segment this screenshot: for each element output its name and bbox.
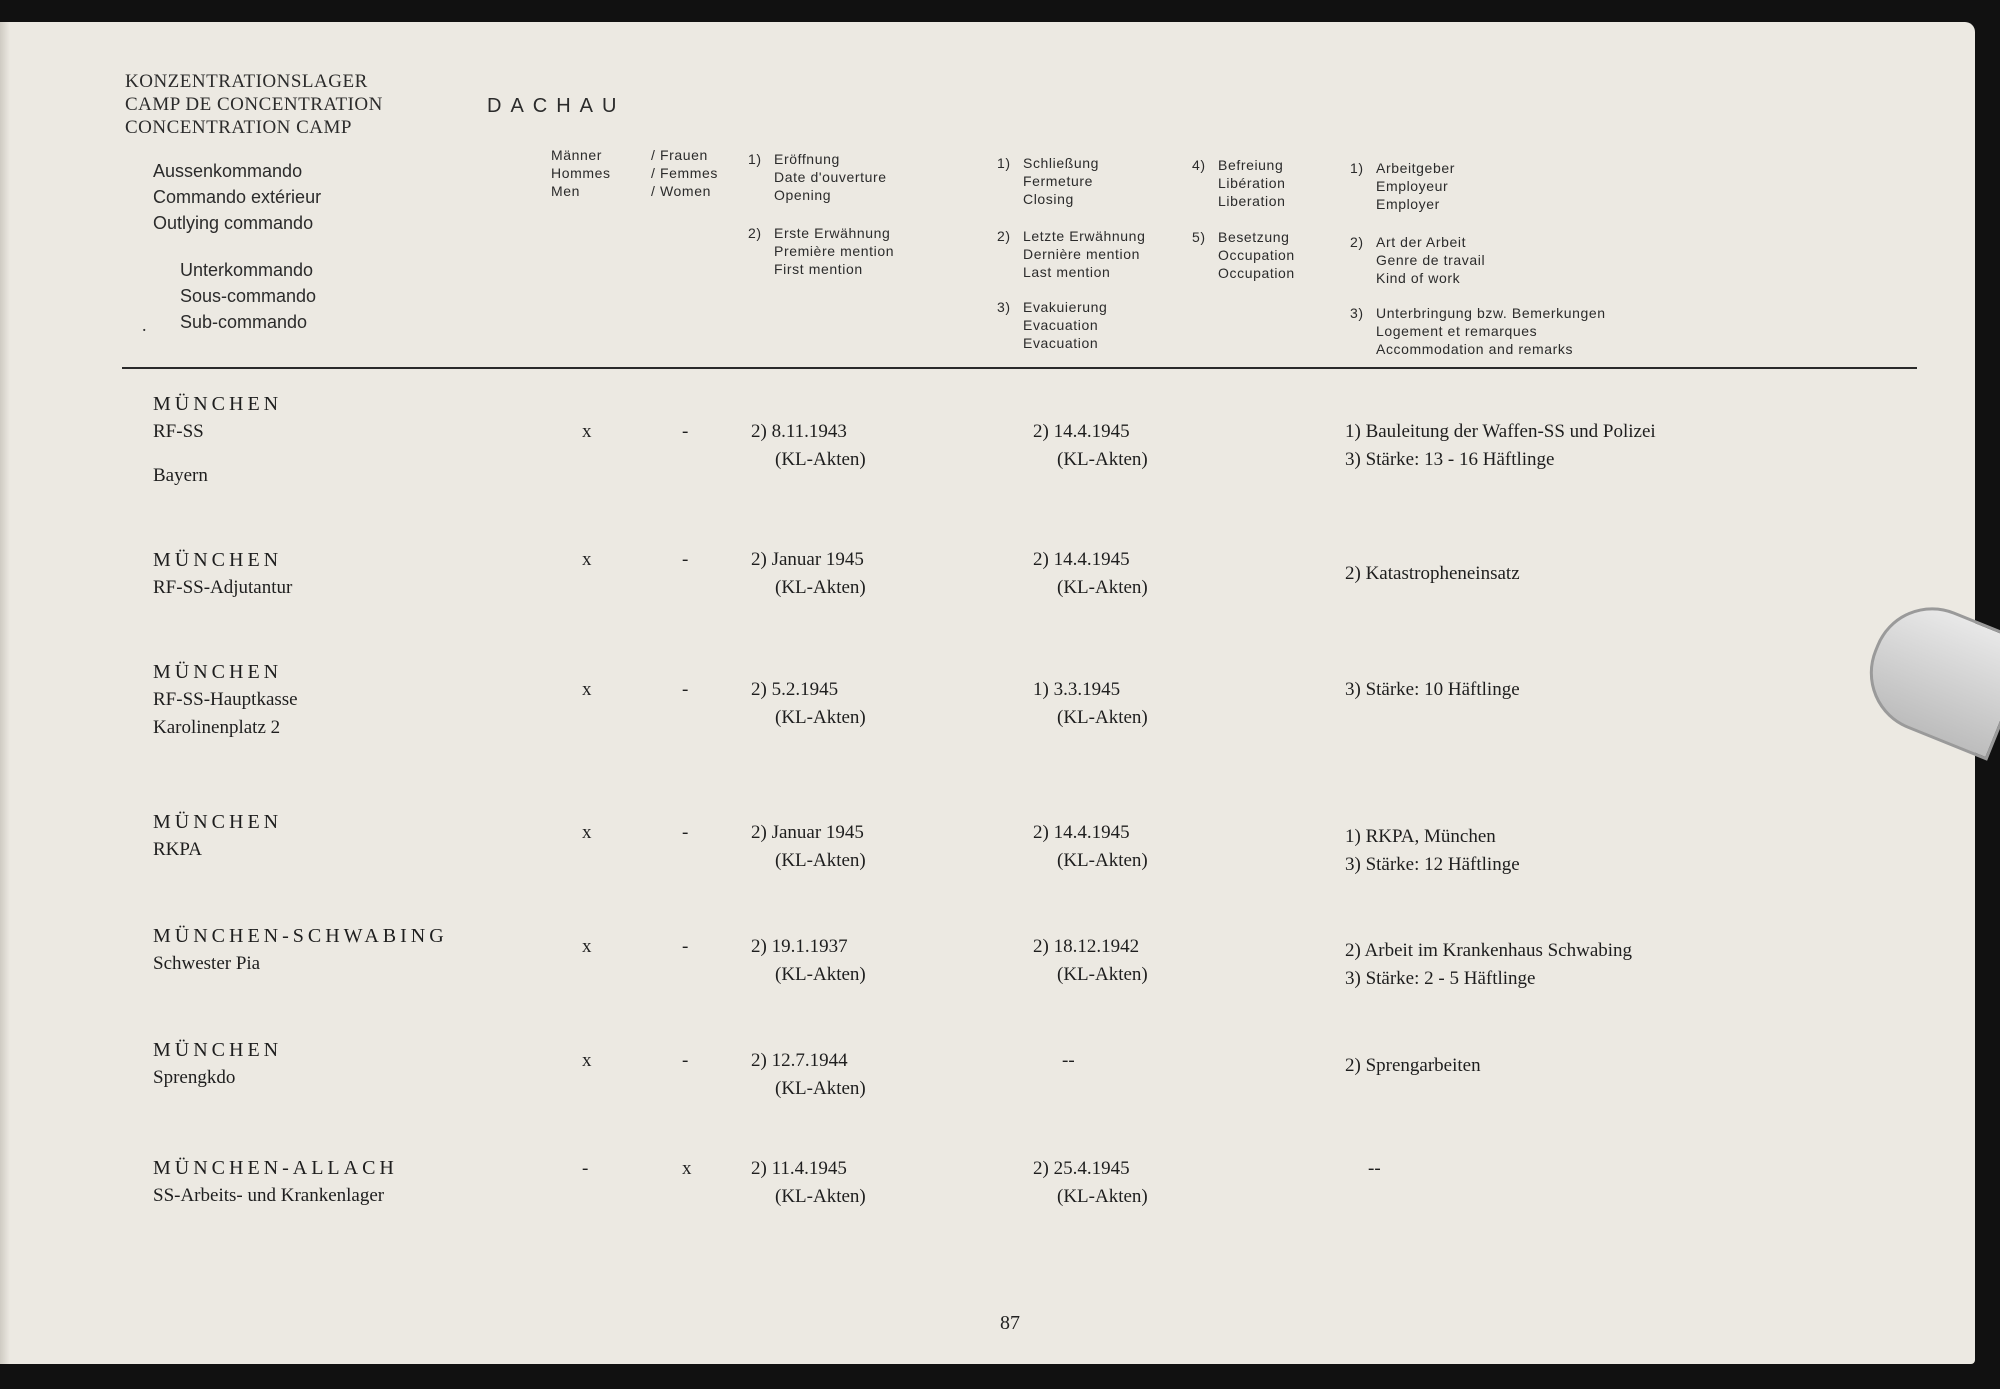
sub-line: Karolinenplatz 2 bbox=[153, 717, 281, 738]
command-label-de: Aussenkommando bbox=[153, 161, 303, 181]
location-name: MÜNCHEN-ALLACH bbox=[153, 1157, 398, 1179]
men-mark: x bbox=[582, 421, 592, 442]
first-mention-column-header bbox=[748, 224, 894, 278]
date-text: 2) 8.11.1943 bbox=[751, 421, 847, 442]
source-text: (KL-Akten) bbox=[775, 707, 866, 728]
bullet-mark: . bbox=[142, 315, 147, 335]
label-last-mention: Last mention bbox=[1023, 264, 1111, 280]
remark-line: 1) RKPA, München bbox=[1345, 826, 1496, 847]
opening-cell bbox=[751, 819, 866, 875]
label-closing: Closing bbox=[1023, 191, 1074, 207]
women-mark: - bbox=[682, 679, 689, 700]
remarks-column-header bbox=[1350, 304, 1606, 358]
remark-line: 3) Stärke: 13 - 16 Häftlinge bbox=[1345, 449, 1555, 470]
num-2: 2) bbox=[997, 228, 1011, 244]
women-mark: - bbox=[682, 936, 689, 957]
date-text: 2) 19.1.1937 bbox=[751, 936, 848, 957]
location-cell bbox=[153, 546, 292, 602]
command-labels bbox=[153, 158, 321, 236]
women-mark: - bbox=[682, 549, 689, 570]
label-kind-of-work: Kind of work bbox=[1376, 270, 1461, 286]
remark-line: 3) Stärke: 2 - 5 Häftlinge bbox=[1345, 968, 1536, 989]
label-evacuation-fr: Evacuation bbox=[1023, 317, 1099, 333]
sub-line: Bayern bbox=[153, 465, 208, 486]
subcommand-label-fr: Sous-commando bbox=[180, 286, 317, 306]
label-letzte-erwaehnung: Letzte Erwähnung bbox=[1023, 228, 1146, 244]
label-women: / Women bbox=[651, 183, 711, 199]
camp-type-labels bbox=[125, 70, 383, 139]
location-cell bbox=[153, 922, 448, 978]
men-mark: x bbox=[582, 549, 592, 570]
label-maenner: Männer bbox=[551, 147, 603, 163]
location-cell bbox=[153, 658, 298, 742]
women-mark: - bbox=[682, 421, 689, 442]
last-mention-column-header bbox=[997, 227, 1145, 281]
liberation-column-header bbox=[1192, 156, 1286, 210]
opening-cell bbox=[751, 933, 866, 989]
num-1: 1) bbox=[1350, 160, 1364, 176]
source-text: (KL-Akten) bbox=[1057, 577, 1148, 598]
sub-line: Sprengkdo bbox=[153, 1067, 236, 1088]
sub-line: RF-SS bbox=[153, 421, 204, 442]
closing-cell bbox=[1033, 676, 1148, 732]
label-schliessung: Schließung bbox=[1023, 155, 1100, 171]
subcommand-labels bbox=[180, 257, 316, 335]
remark-line: 2) Katastropheneinsatz bbox=[1345, 563, 1520, 584]
men-mark: x bbox=[582, 822, 592, 843]
page-spine-shadow bbox=[0, 22, 10, 1364]
location-name: MÜNCHEN bbox=[153, 1039, 283, 1061]
men-mark: - bbox=[582, 1158, 589, 1179]
date-text: 2) 11.4.1945 bbox=[751, 1158, 847, 1179]
occupation-column-header bbox=[1192, 228, 1295, 282]
subcommand-label-de: Unterkommando bbox=[180, 260, 314, 280]
closing-cell bbox=[1033, 819, 1148, 875]
num-2: 2) bbox=[748, 225, 762, 241]
label-employer: Employer bbox=[1376, 196, 1440, 212]
num-5: 5) bbox=[1192, 229, 1206, 245]
source-text: (KL-Akten) bbox=[775, 850, 866, 871]
label-occupation-en: Occupation bbox=[1218, 265, 1295, 281]
location-cell bbox=[153, 808, 282, 864]
date-text: 1) 3.3.1945 bbox=[1033, 679, 1121, 700]
women-mark: - bbox=[682, 822, 689, 843]
date-text: 2) 14.4.1945 bbox=[1033, 421, 1130, 442]
date-text: 2) 12.7.1944 bbox=[751, 1050, 848, 1071]
date-text: 2) Januar 1945 bbox=[751, 549, 864, 570]
remarks-cell bbox=[1368, 1155, 1381, 1183]
men-mark: x bbox=[582, 679, 592, 700]
closing-cell bbox=[1033, 546, 1148, 602]
closing-cell bbox=[1033, 418, 1148, 474]
remarks-cell bbox=[1345, 560, 1520, 588]
num-3: 3) bbox=[1350, 305, 1364, 321]
location-cell bbox=[153, 1154, 398, 1210]
opening-cell bbox=[751, 1155, 866, 1211]
command-label-fr: Commando extérieur bbox=[153, 187, 322, 207]
opening-cell bbox=[751, 676, 866, 732]
location-name: MÜNCHEN-SCHWABING bbox=[153, 925, 448, 947]
work-column-header bbox=[1350, 233, 1485, 287]
camp-label-de: KONZENTRATIONSLAGER bbox=[125, 71, 368, 92]
remark-line: 3) Stärke: 10 Häftlinge bbox=[1345, 679, 1520, 700]
location-name: MÜNCHEN bbox=[153, 393, 283, 415]
sub-line: SS-Arbeits- und Krankenlager bbox=[153, 1185, 385, 1206]
opening-cell bbox=[751, 546, 866, 602]
remark-line: 2) Arbeit im Krankenhaus Schwabing bbox=[1345, 940, 1633, 961]
women-mark: - bbox=[682, 1050, 689, 1071]
date-text: 2) Januar 1945 bbox=[751, 822, 864, 843]
date-text: 2) 25.4.1945 bbox=[1033, 1158, 1130, 1179]
women-mark: x bbox=[682, 1158, 692, 1179]
source-text: (KL-Akten) bbox=[1057, 707, 1148, 728]
date-text: 2) 5.2.1945 bbox=[751, 679, 839, 700]
sub-line bbox=[153, 446, 282, 462]
label-hommes: Hommes bbox=[551, 165, 611, 181]
source-text: (KL-Akten) bbox=[775, 449, 866, 470]
remarks-cell bbox=[1345, 418, 1656, 474]
location-cell bbox=[153, 1036, 282, 1092]
label-befreiung: Befreiung bbox=[1218, 157, 1284, 173]
document-page bbox=[0, 22, 1975, 1364]
location-name: MÜNCHEN bbox=[153, 811, 283, 833]
label-art-der-arbeit: Art der Arbeit bbox=[1376, 234, 1467, 250]
label-unterbringung: Unterbringung bzw. Bemerkungen bbox=[1376, 305, 1606, 321]
label-fermeture: Fermeture bbox=[1023, 173, 1093, 189]
closing-cell bbox=[1033, 1155, 1148, 1211]
sub-line: Schwester Pia bbox=[153, 953, 261, 974]
subcommand-label-en: Sub-commando bbox=[180, 312, 308, 332]
num-3: 3) bbox=[997, 299, 1011, 315]
label-opening: Opening bbox=[774, 187, 832, 203]
label-arbeitgeber: Arbeitgeber bbox=[1376, 160, 1455, 176]
label-occupation-fr: Occupation bbox=[1218, 247, 1295, 263]
date-text: -- bbox=[1062, 1050, 1075, 1071]
gender-column-header bbox=[551, 146, 718, 200]
opening-column-header bbox=[748, 150, 887, 204]
label-premiere-mention: Première mention bbox=[774, 243, 895, 259]
label-liberation-fr: Libération bbox=[1218, 175, 1286, 191]
location-cell bbox=[153, 390, 282, 490]
camp-label-fr: CAMP DE CONCENTRATION bbox=[125, 94, 383, 115]
label-frauen: / Frauen bbox=[651, 147, 708, 163]
label-men: Men bbox=[551, 183, 581, 199]
label-accommodation: Accommodation and remarks bbox=[1376, 341, 1574, 357]
remark-line: 3) Stärke: 12 Häftlinge bbox=[1345, 854, 1520, 875]
source-text: (KL-Akten) bbox=[1057, 449, 1148, 470]
label-erste-erwaehnung: Erste Erwähnung bbox=[774, 225, 891, 241]
opening-cell bbox=[751, 1047, 866, 1103]
remarks-cell bbox=[1345, 676, 1520, 704]
label-first-mention: First mention bbox=[774, 261, 863, 277]
closing-column-header bbox=[997, 154, 1099, 208]
label-derniere-mention: Dernière mention bbox=[1023, 246, 1140, 262]
location-name: MÜNCHEN bbox=[153, 661, 283, 683]
header-divider bbox=[122, 367, 1917, 369]
employer-column-header bbox=[1350, 159, 1455, 213]
camp-label-en: CONCENTRATION CAMP bbox=[125, 117, 352, 138]
source-text: (KL-Akten) bbox=[775, 1186, 866, 1207]
evacuation-column-header bbox=[997, 298, 1107, 352]
label-besetzung: Besetzung bbox=[1218, 229, 1290, 245]
source-text: (KL-Akten) bbox=[775, 964, 866, 985]
label-femmes: / Femmes bbox=[651, 165, 719, 181]
source-text: (KL-Akten) bbox=[775, 1078, 866, 1099]
label-genre-de-travail: Genre de travail bbox=[1376, 252, 1486, 268]
sub-line: RKPA bbox=[153, 839, 202, 860]
date-text: 2) 18.12.1942 bbox=[1033, 936, 1140, 957]
sub-line: RF-SS-Adjutantur bbox=[153, 577, 293, 598]
label-date-ouverture: Date d'ouverture bbox=[774, 169, 887, 185]
sub-line: RF-SS-Hauptkasse bbox=[153, 689, 298, 710]
remarks-cell bbox=[1345, 1052, 1481, 1080]
remarks-cell bbox=[1345, 823, 1520, 879]
remark-line: -- bbox=[1368, 1158, 1381, 1179]
closing-cell bbox=[1062, 1047, 1075, 1075]
label-eroeffnung: Eröffnung bbox=[774, 151, 840, 167]
command-label-en: Outlying commando bbox=[153, 213, 314, 233]
num-4: 4) bbox=[1192, 157, 1206, 173]
num-2: 2) bbox=[1350, 234, 1364, 250]
date-text: 2) 14.4.1945 bbox=[1033, 822, 1130, 843]
source-text: (KL-Akten) bbox=[1057, 1186, 1148, 1207]
pointer-clip bbox=[1852, 589, 2000, 761]
source-text: (KL-Akten) bbox=[1057, 964, 1148, 985]
opening-cell bbox=[751, 418, 866, 474]
source-text: (KL-Akten) bbox=[1057, 850, 1148, 871]
page-number: 87 bbox=[1000, 1312, 1020, 1334]
men-mark: x bbox=[582, 1050, 592, 1071]
num-1: 1) bbox=[748, 151, 762, 167]
label-liberation-en: Liberation bbox=[1218, 193, 1286, 209]
num-1: 1) bbox=[997, 155, 1011, 171]
camp-name: DACHAU bbox=[487, 95, 626, 117]
date-text: 2) 14.4.1945 bbox=[1033, 549, 1130, 570]
source-text: (KL-Akten) bbox=[775, 577, 866, 598]
label-evacuation-en: Evacuation bbox=[1023, 335, 1099, 351]
label-employeur: Employeur bbox=[1376, 178, 1449, 194]
men-mark: x bbox=[582, 936, 592, 957]
label-logement: Logement et remarques bbox=[1376, 323, 1538, 339]
closing-cell bbox=[1033, 933, 1148, 989]
remark-line: 2) Sprengarbeiten bbox=[1345, 1055, 1481, 1076]
remarks-cell bbox=[1345, 937, 1632, 993]
location-name: MÜNCHEN bbox=[153, 549, 283, 571]
label-evakuierung: Evakuierung bbox=[1023, 299, 1108, 315]
remark-line: 1) Bauleitung der Waffen-SS und Polizei bbox=[1345, 421, 1656, 442]
